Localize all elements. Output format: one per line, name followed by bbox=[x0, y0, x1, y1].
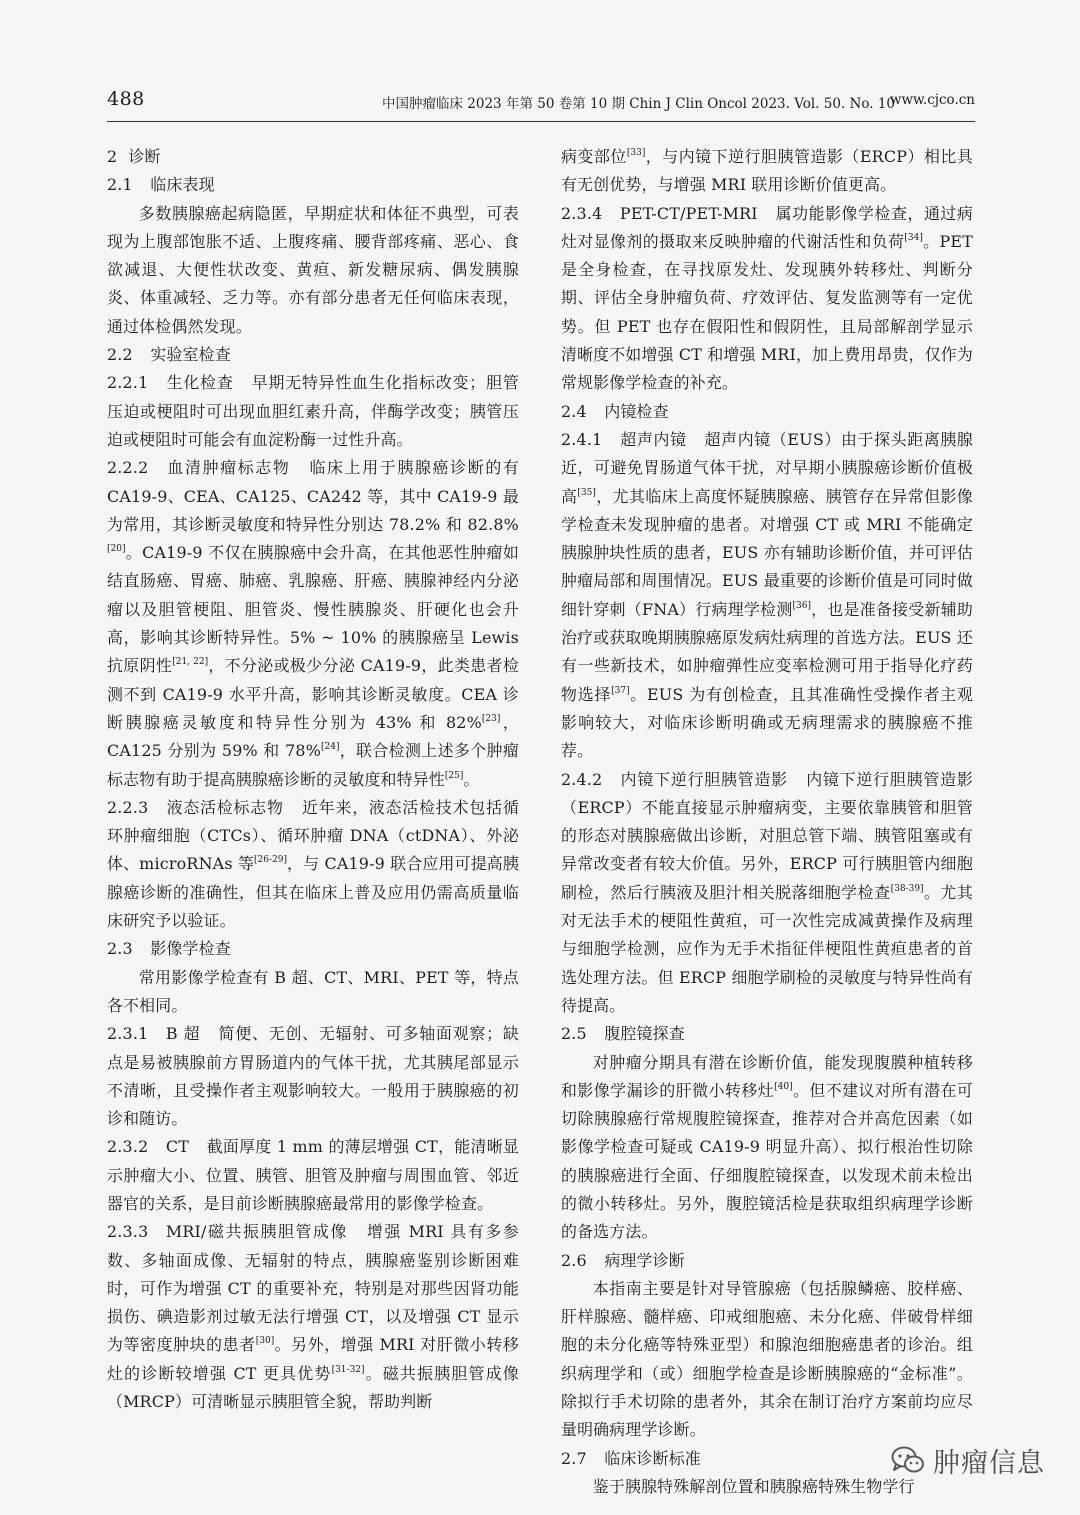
left-column bbox=[107, 143, 519, 1416]
section-heading: 2.6 病理学诊断 bbox=[561, 1250, 685, 1270]
paragraph: 2.2.3 液态活检标志物 近年来，液态活检技术包括循环肿瘤细胞（CTCs）、循环肿瘤 DNA（ctDNA）、外泌体、microRNAs 等[26-29]，与 CA19-9 联合应用可提高胰腺癌诊断的准确性，但其在临床上普及应用仍需高质量临床研究予以验证。 bbox=[107, 797, 519, 931]
paragraph: 2.3.2 CT 截面厚度 1 mm 的薄层增强 CT，能清晰显示肿瘤大小、位置、胰管、胆管及肿瘤与周围血管、邻近器官的关系，是目前诊断胰腺癌最常用的影像学检查。 bbox=[107, 1137, 519, 1213]
section-heading: 2.4 内镜检查 bbox=[561, 401, 669, 421]
section-heading: 2.2 实验室检查 bbox=[107, 345, 231, 365]
citation: [23] bbox=[481, 713, 501, 724]
citation: [30] bbox=[255, 1336, 275, 1347]
citation: [38-39] bbox=[890, 883, 924, 894]
paragraph: 多数胰腺癌起病隐匿，早期症状和体征不典型，可表现为上腹部饱胀不适、上腹疼痛、腰背部疼痛、恶心、食欲减退、大便性状改变、黄疸、新发糖尿病、偶发胰腺炎、体重减轻、乏力等。亦有部分患者无任何临床表现，通过体检偶然发现。 bbox=[107, 203, 519, 336]
paragraph: 2.2.1 生化检查 早期无特异性血生化指标改变；胆管压迫或梗阻时可出现血胆红素升高，伴酶学改变；胰管压迫或梗阻时可能会有血淀粉酶一过性升高。 bbox=[107, 373, 519, 449]
citation: [33] bbox=[626, 148, 646, 158]
paragraph: 2.3.4 PET-CT/PET-MRI 属功能影像学检查，通过病灶对显像剂的摄取来反映肿瘤的代谢活性和负荷[34]。PET 是全身检查，在寻找原发灶、发现胰外转移灶、判断分期、评估全身肿瘤负荷、疗效评估、复发监测等有一定优势。但 PET 也存在假阳性和假阴性，且局部解剖学显示清晰度不如增强 CT 和增强 MRI，加上费用昂贵，仅作为常规影像学检查的补充。 bbox=[561, 203, 973, 393]
citation: [37] bbox=[611, 685, 630, 696]
wechat-icon bbox=[891, 1445, 925, 1475]
journal-title: 中国肿瘤临床 2023 年第 50 卷第 10 期 Chin J Clin Oncol 2023. Vol. 50. No. 10 bbox=[382, 96, 895, 112]
paragraph: 2.4.1 超声内镜 超声内镜（EUS）由于探头距离胰腺近，可避免胃肠道气体干扰，对早期小胰腺癌诊断价值极高[35]，尤其临床上高度怀疑胰腺癌、胰管存在异常但影像学检查未发现肿瘤的患者。对增强 CT 或 MRI 不能确定胰腺肿块性质的患者，EUS 亦有辅助诊断价值，并可评估肿瘤局部和周围情况。EUS 最重要的诊断价值是可同时做细针穿刺（FNA）行病理学检测[36]，也是准备接受新辅助治疗或获取晚期胰腺癌原发病灶病理的首选方法。EUS 还有一些新技术，如肿瘤弹性应变率检测可用于指导化疗药物选择[37]。EUS 为有创检查，且其准确性受操作者主观影响较大，对临床诊断明确或无病理需求的胰腺癌不推荐。 bbox=[561, 429, 973, 761]
citation: [25] bbox=[444, 770, 464, 781]
section-heading: 2.5 腹腔镜探查 bbox=[561, 1024, 685, 1044]
section-heading: 2.7 临床诊断标准 bbox=[561, 1448, 701, 1468]
paragraph: 本指南主要是针对导管腺癌（包括腺鳞癌、胶样癌、肝样腺癌、髓样癌、印戒细胞癌、未分化癌、伴破骨样细胞的未分化癌等特殊亚型）和腺泡细胞癌患者的诊治。组织病理学和（或）细胞学检查是诊断胰腺癌的“金标准”。除拟行手术切除的患者外，其余在制订治疗方案前均应尽量明确病理学诊断。 bbox=[561, 1278, 973, 1440]
section-heading: 2 诊断 bbox=[107, 147, 161, 166]
paragraph: 对肿瘤分期具有潜在诊断价值，能发现腹膜种植转移和影像学漏诊的肝微小转移灶[40]。但不建议对所有潜在可切除胰腺癌行常规腹腔镜探查，推荐对合并高危因素（如影像学检查可疑或 CA19-9 明显升高）、拟行根治性切除的胰腺癌进行全面、仔细腹腔镜探查，以发现术前未检出的微小转移灶。另外，腹腔镜活检是获取组织病理学诊断的备选方法。 bbox=[561, 1052, 973, 1242]
citation: [24] bbox=[321, 742, 340, 753]
page-number: 488 bbox=[107, 88, 145, 110]
citation: [40] bbox=[774, 1081, 793, 1092]
citation: [21, 22] bbox=[172, 657, 209, 668]
wechat-watermark bbox=[891, 1440, 1045, 1480]
paragraph: 2.3.3 MRI/磁共振胰胆管成像 增强 MRI 具有多参数、多轴面成像、无辐射的特点，胰腺癌鉴别诊断困难时，可作为增强 CT 的重要补充，特别是对那些因肾功能损伤、碘造影剂过敏无法行增强 CT，以及增强 CT 显示为等密度肿块的患者[30]。另外，增强 MRI 对肝微小转移灶的诊断较增强 CT 更具优势[31-32]。磁共振胰胆管成像（MRCP）可清晰显示胰胆管全貌，帮助判断 bbox=[107, 1222, 519, 1412]
citation: [35] bbox=[577, 487, 596, 498]
watermark-text: 肿瘤信息 bbox=[933, 1447, 1045, 1479]
paragraph: 常用影像学检查有 B 超、CT、MRI、PET 等，特点各不相同。 bbox=[107, 967, 519, 1015]
right-column bbox=[561, 143, 973, 1501]
page-header bbox=[107, 90, 975, 112]
paragraph: 2.4.2 内镜下逆行胆胰管造影 内镜下逆行胆胰管造影（ERCP）不能直接显示肿瘤病变，主要依靠胰管和胆管的形态对胰腺癌做出诊断，对胆总管下端、胰管阻塞或有异常改变者有较大价值。另外，ERCP 可行胰胆管内细胞刷检，然后行胰液及胆汁相关脱落细胞学检查[38-39]。尤其对无法手术的梗阻性黄疸，可一次性完成减黄操作及病理与细胞学检测，应作为无手术指征伴梗阻性黄疸患者的首选处理方法。但 ERCP 细胞学刷检的灵敏度与特异性尚有待提高。 bbox=[561, 769, 974, 1015]
paragraph: 2.3.1 B 超 简便、无创、无辐射、可多轴面观察；缺点是易被胰腺前方胃肠道内的气体干扰，尤其胰尾部显示不清晰，且受操作者主观影响较大。一般用于胰腺癌的初诊和随访。 bbox=[107, 1024, 519, 1129]
paragraph: 病变部位[33]，与内镜下逆行胆胰管造影（ERCP）相比具有无创优势，与增强 MRI 联用诊断价值更高。 bbox=[561, 147, 973, 195]
citation: [26-29] bbox=[254, 855, 288, 866]
header-rule bbox=[107, 121, 975, 122]
section-heading: 2.3 影像学检查 bbox=[107, 939, 231, 959]
citation: [36] bbox=[792, 600, 811, 611]
journal-url[interactable]: www.cjco.cn bbox=[889, 92, 975, 108]
paragraph: 鉴于胰腺特殊解剖位置和胰腺癌特殊生物学行 bbox=[592, 1476, 915, 1496]
section-heading: 2.1 临床表现 bbox=[107, 175, 215, 195]
paragraph: 2.2.2 血清肿瘤标志物 临床上用于胰腺癌诊断的有 CA19-9、CEA、CA125、CA242 等，其中 CA19-9 最为常用，其诊断灵敏度和特异性分别达 78.2% 和 82.8%[20]。CA19-9 不仅在胰腺癌中会升高，在其他恶性肿瘤如结直肠癌、胃癌、肺癌、乳腺癌、肝癌、胰腺神经内分泌瘤以及胆管梗阻、胆管炎、慢性胰腺炎、肝硬化也会升高，影响其诊断特异性。5% ~ 10% 的胰腺癌呈 Lewis 抗原阴性[21, 22]，不分泌或极少分泌 CA19-9，此类患者检测不到 CA19-9 水平升高，影响其诊断灵敏度。CEA 诊断胰腺癌灵敏度和特异性分别为 43% 和 82%[23]，CA125 分别为 59% 和 78%[24]，联合检测上述多个肿瘤标志物有助于提高胰腺癌诊断的灵敏度和特异性[25]。 bbox=[107, 458, 520, 789]
citation: [34] bbox=[904, 232, 923, 243]
citation: [20] bbox=[107, 544, 126, 555]
citation: [31-32] bbox=[331, 1364, 365, 1375]
